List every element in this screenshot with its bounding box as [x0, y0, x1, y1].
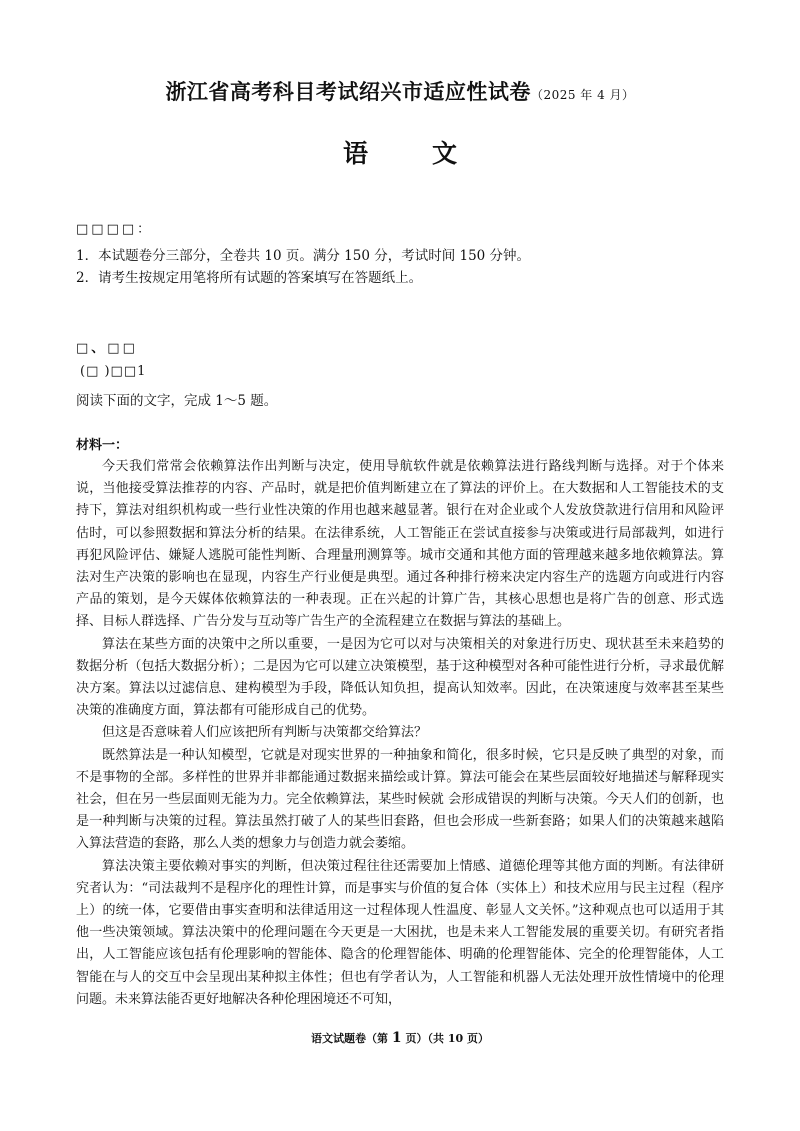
passage-paragraph: 今天我们常常会依赖算法作出判断与决定，使用导航软件就是依赖算法进行路线判断与选择。对于个体来说，当他接受算法推荐的内容、产品时，就是把价值判断建立在了算法的评价上。在大数据和人工智能技术的支持下，算法对组织机构或一些行业性决策的作用也越来越显著。银行在对企业或个人发放贷款进行信用和风险评估时，可以参照数据和算法分析的结果。在法律系统，人工智能正在尝试直接参与决策或进行局部裁判，如进行再犯风险评估、嫌疑人逃脱可能性判断、合理量刑测算等。城市交通和其他方面的管理越来越多地依赖算法。算法对生产决策的影响也在显现，内容生产行业便是典型。通过各种排行榜来决定内容生产的选题方向或进行内容产品的策划，是今天媒体依赖算法的一种表现。正在兴起的计算广告，其核心思想也是将广告的创意、形式选择、目标人群选择、广告分发与互动等广告生产的全流程建立在数据与算法的基础上。	[76, 459, 724, 630]
passage-paragraph: 算法在某些方面的决策中之所以重要，一是因为它可以对与决策相关的对象进行历史、现状甚至未来趋势的数据分析（包括大数据分析）；二是因为它可以建立决策模型，基于这种模型对各种可能性进行分析，寻求最优解决方案。算法以过滤信息、建构模型为手段，降低认知负担，提高认知效率。因此，在决策速度与效率甚至某些决策的准确度方面，算法都有可能形成自己的优势。	[76, 636, 724, 719]
notes-heading: □□□□：	[76, 222, 154, 237]
footer-prefix: 语文试题卷（第	[311, 1032, 389, 1045]
part-heading: □、□□	[76, 341, 138, 356]
footer-page-number: 1	[391, 1030, 402, 1046]
material-label: 材料一：	[76, 438, 129, 453]
passage-paragraph: 既然算法是一种认知模型，它就是对现实世界的一种抽象和简化，很多时候，它只是反映了典型的对象，而不是事物的全部。多样性的世界并非都能通过数据来描绘或计算。算法可能会在某些层面较好地描述与解释现实社会，但在另一些层面则无能为力。完全依赖算法，某些时候就 会形成错误的判断与决策。今天人们的创新，也是一种判断与决策的过程。算法虽然打破了人的某些旧套路，但也会形成一些新套路；如果人们的决策越来越陷入算法营造的套路，那么人类的想象力与创造力就会萎缩。	[76, 747, 724, 852]
exam-title-main: 浙江省高考科目考试绍兴市适应性试卷	[165, 79, 531, 104]
passage-paragraph: 但这是否意味着人们应该把所有判断与决策都交给算法？	[102, 725, 428, 741]
page-footer	[0, 1030, 800, 1046]
subject-heading	[0, 134, 800, 170]
footer-suffix: 页）	[466, 1032, 489, 1045]
sub-heading: (□ )□□1	[80, 364, 147, 379]
exam-title	[0, 76, 800, 106]
note-item: 1．本试题卷分三部分，全卷共 10 页。满分 150 分，考试时间 150 分钟。	[76, 248, 531, 264]
question-instruction: 阅读下面的文字，完成 1～5 题。	[76, 393, 278, 409]
subject-char-2: 文	[432, 139, 458, 168]
passage-paragraph: 算法决策主要依赖对事实的判断，但决策过程往往还需要加上情感、道德伦理等其他方面的判断。有法律研究者认为：“司法裁判不是程序化的理性计算，而是事实与价值的复合体（实体上）和技术应用与民主过程（程序上）的统一体，它要借由事实查明和法律适用这一过程体现人性温度、彰显人文关怀。”这种观点也可以适用于其他一些决策领域。算法决策中的伦理问题在今天更是一大困扰，也是未来人工智能发展的重要关切。有研究者指出，人工智能应该包括有伦理影响的智能体、隐含的伦理智能体、明确的伦理智能体、完全的伦理智能体，人工智能在与人的交互中会呈现出某种拟主体性；但也有学者认为，人工智能和机器人无法处理开放性情境中的伦理问题。未来算法能否更好地解决各种伦理困境还不可知，	[76, 858, 724, 1007]
exam-date: （2025 年 4 月）	[530, 88, 635, 102]
passage-body	[76, 456, 724, 1011]
footer-middle: 页）（共	[405, 1032, 444, 1045]
subject-char-1: 语	[342, 139, 368, 168]
note-item: 2．请考生按规定用笔将所有试题的答案填写在答题纸上。	[76, 270, 423, 286]
footer-total-pages: 10	[447, 1032, 464, 1045]
